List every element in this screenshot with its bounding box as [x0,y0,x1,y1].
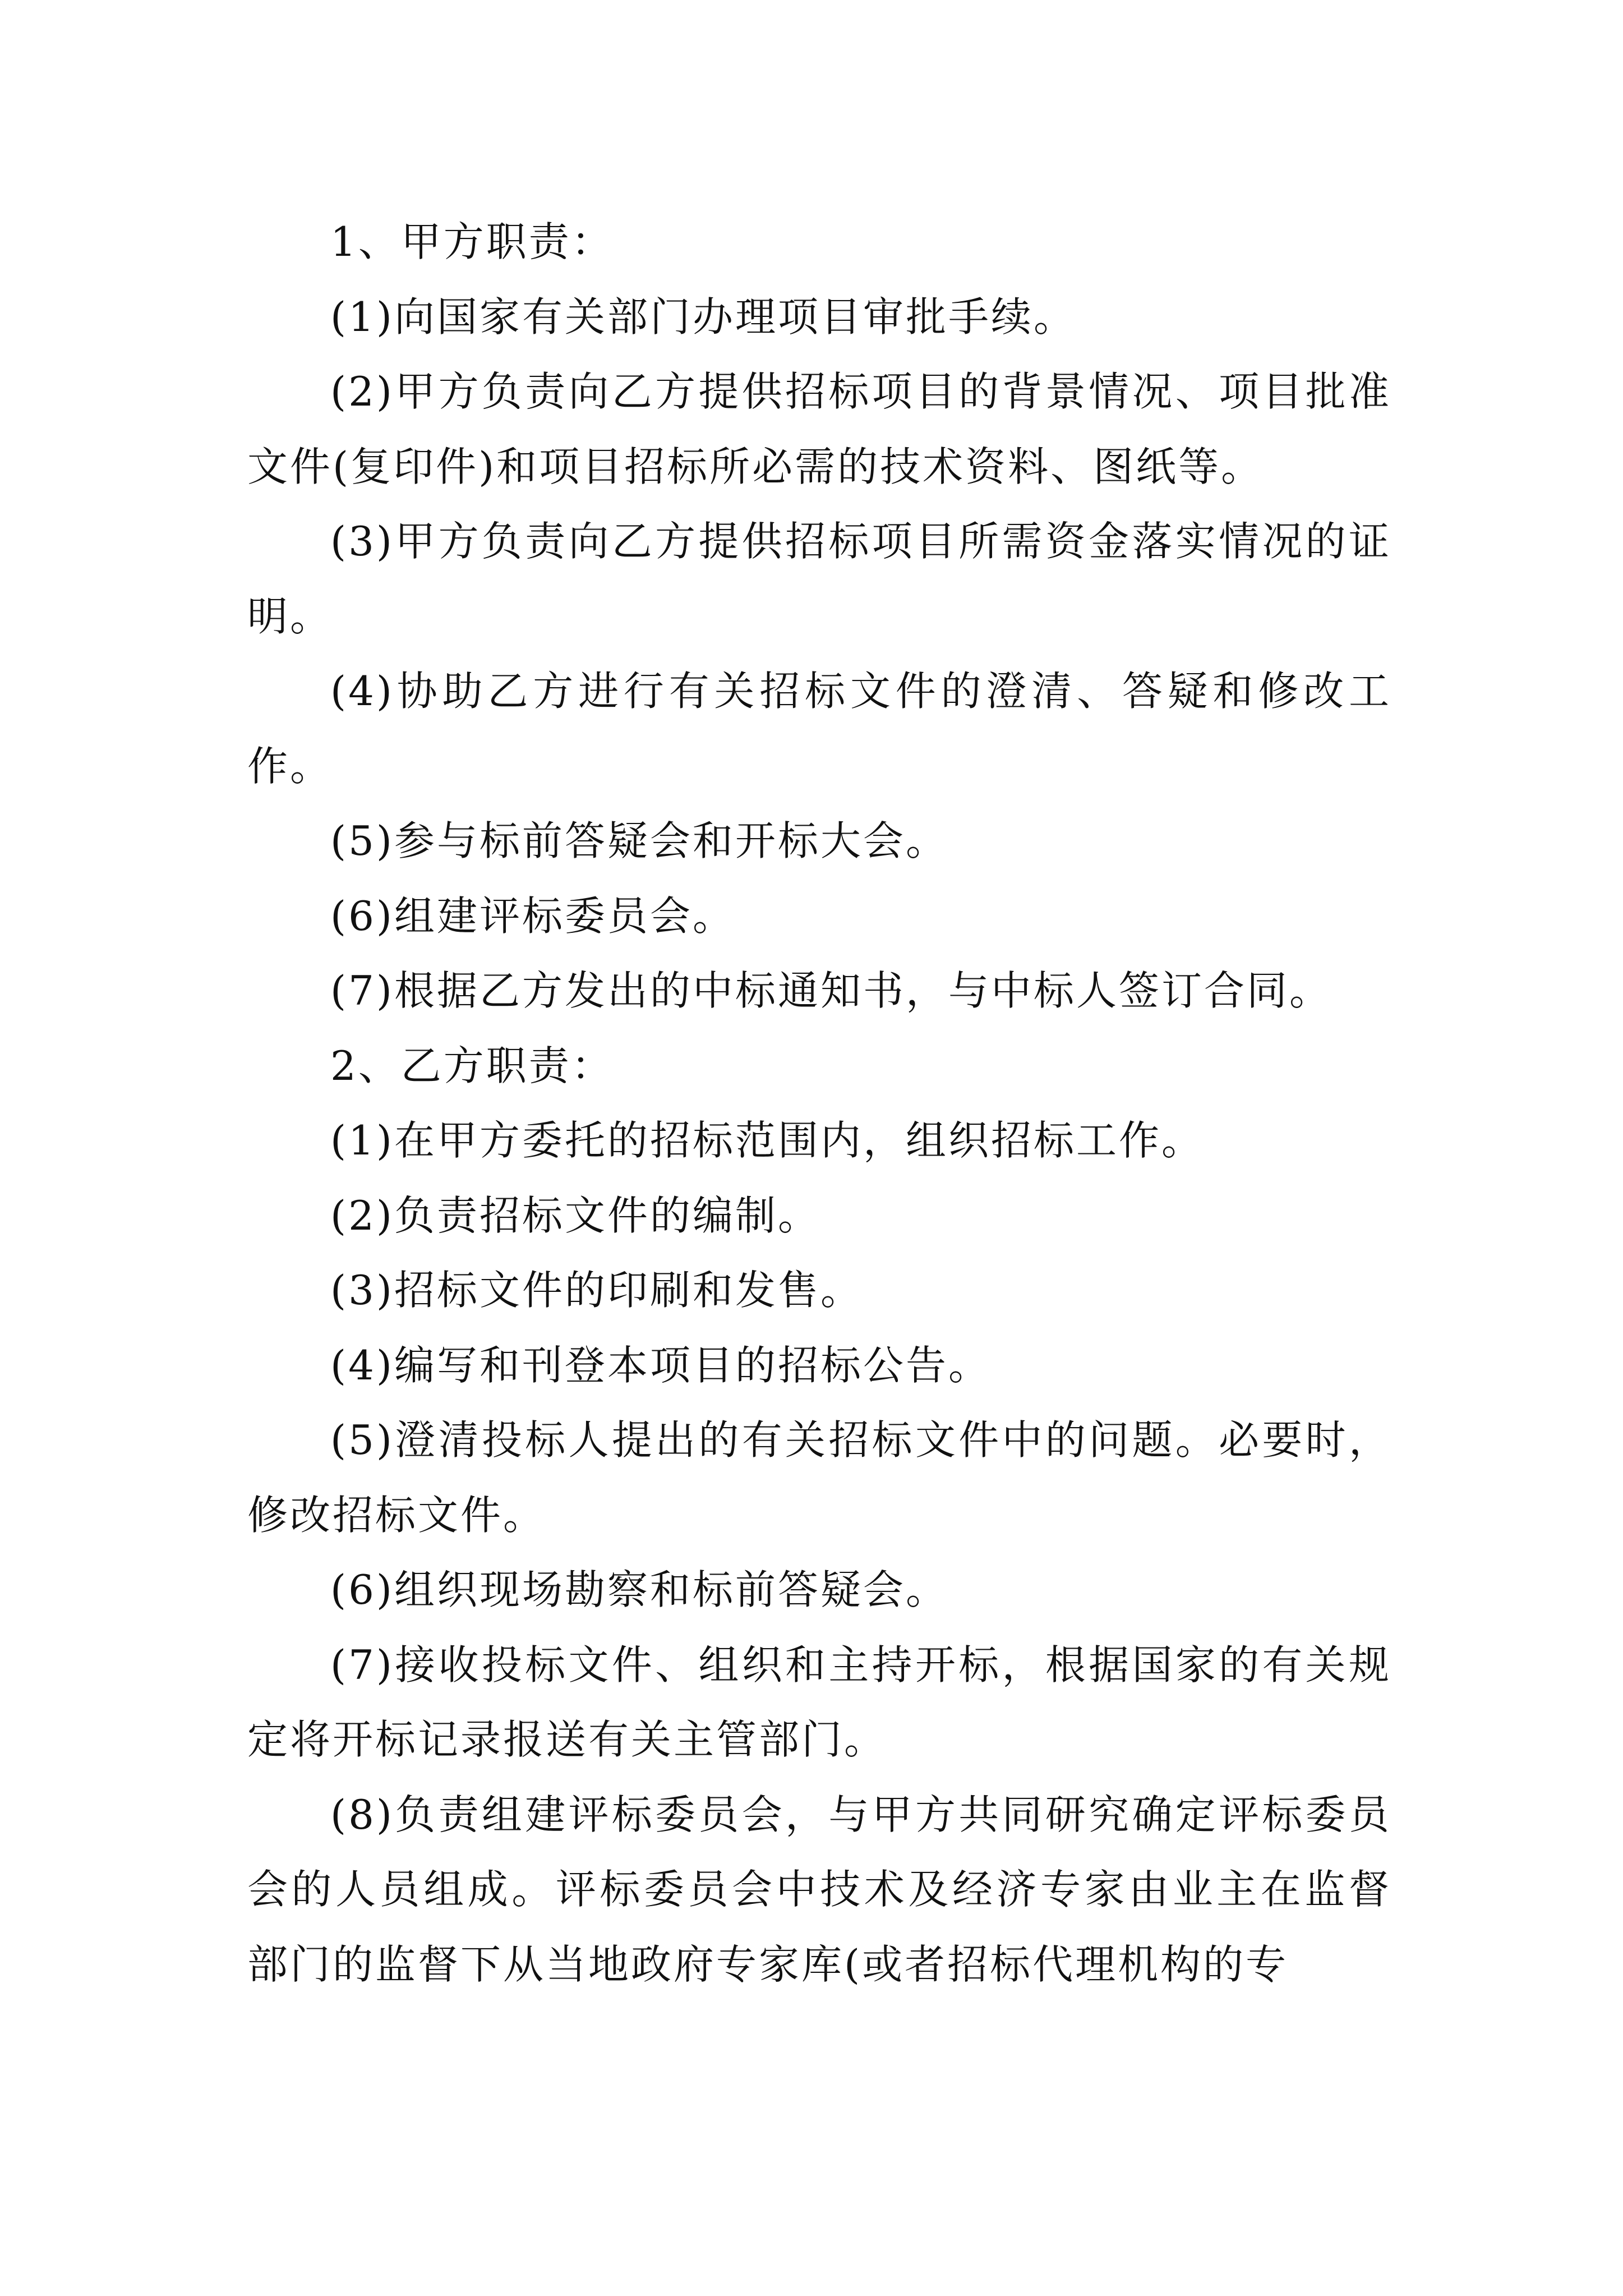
party-a-item-1: (1)向国家有关部门办理项目审批手续。 [330,293,1076,341]
party-a-item-2: (2)甲方负责向乙方提供招标项目的背景情况、项目批准文件(复印件)和项目招标所必需的技术资料、图纸等。 [247,368,1391,490]
party-a-item-7: (7)根据乙方发出的中标通知书，与中标人签订合同。 [330,967,1332,1014]
section-heading-party-a: 1、甲方职责： [330,218,614,265]
party-b-item-6: (6)组织现场勘察和标前答疑会。 [330,1566,948,1613]
party-b-item-7: (7)接收投标文件、组织和主持开标，根据国家的有关规定将开标记录报送有关主管部门。 [247,1641,1391,1763]
party-b-item-3: (3)招标文件的印刷和发售。 [330,1267,863,1314]
document-body [247,205,1391,2002]
party-a-item-4: (4)协助乙方进行有关招标文件的澄清、答疑和修改工作。 [247,668,1391,790]
party-a-item-5: (5)参与标前答疑会和开标大会。 [330,817,948,864]
party-b-item-4: (4)编写和刊登本项目的招标公告。 [330,1341,991,1389]
party-b-item-2: (2)负责招标文件的编制。 [330,1191,820,1239]
party-b-item-5: (5)澄清投标人提出的有关招标文件中的问题。必要时，修改招标文件。 [247,1416,1391,1539]
party-a-item-6: (6)组建评标委员会。 [330,892,735,940]
party-b-item-1: (1)在甲方委托的招标范围内，组织招标工作。 [330,1117,1204,1164]
section-heading-party-b: 2、乙方职责： [330,1042,614,1089]
party-b-item-8: (8)负责组建评标委员会，与甲方共同研究确定评标委员会的人员组成。评标委员会中技术及经济专家由业主在监督部门的监督下从当地政府专家库(或者招标代理机构的专 [247,1791,1391,1988]
party-a-item-3: (3)甲方负责向乙方提供招标项目所需资金落实情况的证明。 [247,518,1391,640]
